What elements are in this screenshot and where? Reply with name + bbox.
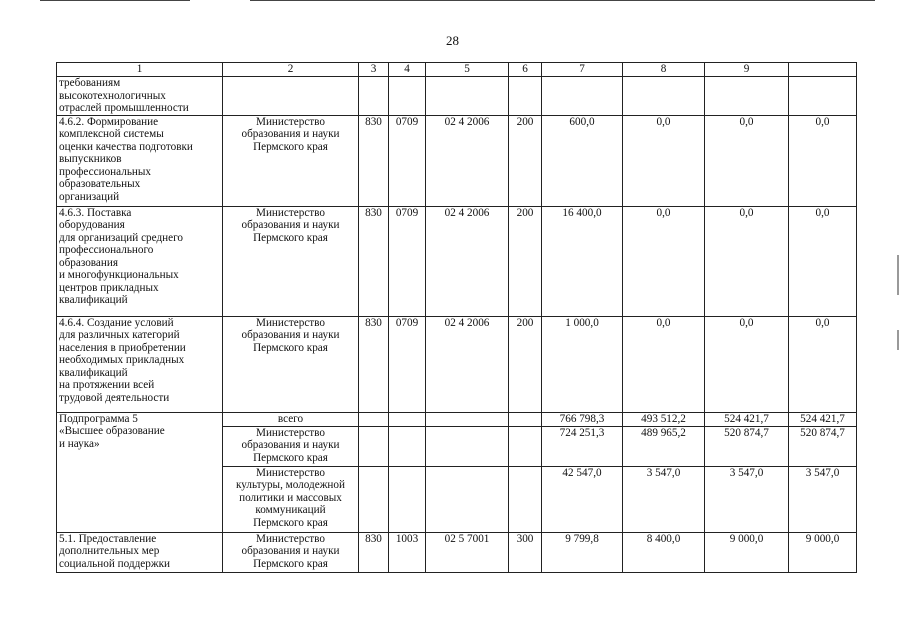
amount-cell — [542, 77, 623, 116]
amount-cell: 3 547,0 — [789, 466, 857, 532]
target-code-cell: 02 4 2006 — [426, 316, 509, 412]
column-header: 5 — [426, 63, 509, 77]
section-code-cell: 0709 — [389, 115, 426, 206]
target-code-cell: 02 4 2006 — [426, 206, 509, 316]
amount-cell: 520 874,7 — [705, 426, 789, 466]
column-header: 8 — [623, 63, 705, 77]
amount-cell: 0,0 — [705, 316, 789, 412]
organization-cell: Министерство культуры, молодежной политики и массовых коммуникаций Пермского края — [223, 466, 359, 532]
column-header: 1 — [57, 63, 223, 77]
amount-cell: 489 965,2 — [623, 426, 705, 466]
amount-cell — [623, 77, 705, 116]
organization-cell: всего — [223, 412, 359, 426]
admin-code-cell: 830 — [359, 316, 389, 412]
code-cell — [426, 77, 509, 116]
column-header: 4 — [389, 63, 426, 77]
column-header: 2 — [223, 63, 359, 77]
amount-cell: 493 512,2 — [623, 412, 705, 426]
top-rule-left — [40, 0, 190, 1]
code-cell — [389, 426, 426, 466]
expense-type-cell: 300 — [509, 532, 542, 572]
amount-cell: 766 798,3 — [542, 412, 623, 426]
code-cell — [426, 426, 509, 466]
column-header: 6 — [509, 63, 542, 77]
code-cell — [359, 466, 389, 532]
section-code-cell: 0709 — [389, 206, 426, 316]
admin-code-cell: 830 — [359, 532, 389, 572]
code-cell — [389, 412, 426, 426]
code-cell — [359, 77, 389, 116]
scan-edge-mark — [897, 255, 899, 295]
organization-cell: Министерство образования и науки Пермского края — [223, 206, 359, 316]
organization-cell: Министерство образования и науки Пермского края — [223, 316, 359, 412]
section-code-cell: 0709 — [389, 316, 426, 412]
amount-cell: 16 400,0 — [542, 206, 623, 316]
code-cell — [509, 77, 542, 116]
table-row — [57, 77, 857, 116]
amount-cell: 9 000,0 — [789, 532, 857, 572]
amount-cell: 1 000,0 — [542, 316, 623, 412]
measure-name-cell: 5.1. Предоставление дополнительных мер социальной поддержки — [57, 532, 223, 572]
amount-cell: 3 547,0 — [623, 466, 705, 532]
code-cell — [426, 412, 509, 426]
table-row — [57, 316, 857, 412]
table-row — [57, 532, 857, 572]
column-header: 3 — [359, 63, 389, 77]
amount-cell: 3 547,0 — [705, 466, 789, 532]
code-cell — [359, 426, 389, 466]
code-cell — [359, 412, 389, 426]
expense-type-cell: 200 — [509, 115, 542, 206]
organization-cell: Министерство образования и науки Пермского края — [223, 532, 359, 572]
amount-cell: 524 421,7 — [705, 412, 789, 426]
measure-name-cell: требованиям высокотехнологичных отраслей промышленности — [57, 77, 223, 116]
column-header — [789, 63, 857, 77]
table-row — [57, 412, 857, 426]
organization-cell — [223, 77, 359, 116]
amount-cell: 0,0 — [623, 206, 705, 316]
column-header: 7 — [542, 63, 623, 77]
amount-cell — [705, 77, 789, 116]
organization-cell: Министерство образования и науки Пермского края — [223, 426, 359, 466]
amount-cell: 9 000,0 — [705, 532, 789, 572]
amount-cell: 524 421,7 — [789, 412, 857, 426]
amount-cell — [789, 77, 857, 116]
top-rule-right — [250, 0, 875, 1]
target-code-cell: 02 5 7001 — [426, 532, 509, 572]
target-code-cell: 02 4 2006 — [426, 115, 509, 206]
admin-code-cell: 830 — [359, 206, 389, 316]
organization-cell: Министерство образования и науки Пермского края — [223, 115, 359, 206]
amount-cell: 520 874,7 — [789, 426, 857, 466]
admin-code-cell: 830 — [359, 115, 389, 206]
amount-cell: 0,0 — [789, 115, 857, 206]
table-row — [57, 115, 857, 206]
code-cell — [509, 466, 542, 532]
amount-cell: 724 251,3 — [542, 426, 623, 466]
expense-type-cell: 200 — [509, 316, 542, 412]
subprogram-name-cell: Подпрограмма 5 «Высшее образование и наука» — [57, 412, 223, 532]
budget-table — [56, 62, 857, 573]
expense-type-cell: 200 — [509, 206, 542, 316]
amount-cell: 8 400,0 — [623, 532, 705, 572]
section-code-cell: 1003 — [389, 532, 426, 572]
measure-name-cell: 4.6.3. Поставка оборудования для организаций среднего профессионального образования и многофункциональных центров прикладных квалификаций — [57, 206, 223, 316]
page-number: 28 — [446, 33, 459, 48]
amount-cell: 0,0 — [623, 115, 705, 206]
code-cell — [389, 466, 426, 532]
amount-cell: 0,0 — [705, 115, 789, 206]
measure-name-cell: 4.6.4. Создание условий для различных категорий населения в приобретении необходимых прикладных квалификаций на протяжении всей трудовой деятельности — [57, 316, 223, 412]
amount-cell: 0,0 — [789, 316, 857, 412]
table-row — [57, 206, 857, 316]
code-cell — [389, 77, 426, 116]
amount-cell: 600,0 — [542, 115, 623, 206]
code-cell — [509, 426, 542, 466]
amount-cell: 0,0 — [789, 206, 857, 316]
measure-name-cell: 4.6.2. Формирование комплексной системы оценки качества подготовки выпускников профессиональных образовательных организаций — [57, 115, 223, 206]
code-cell — [426, 466, 509, 532]
scan-edge-mark — [897, 330, 899, 350]
column-header: 9 — [705, 63, 789, 77]
amount-cell: 0,0 — [623, 316, 705, 412]
amount-cell: 42 547,0 — [542, 466, 623, 532]
amount-cell: 0,0 — [705, 206, 789, 316]
table-header-row — [57, 63, 857, 77]
amount-cell: 9 799,8 — [542, 532, 623, 572]
code-cell — [509, 412, 542, 426]
